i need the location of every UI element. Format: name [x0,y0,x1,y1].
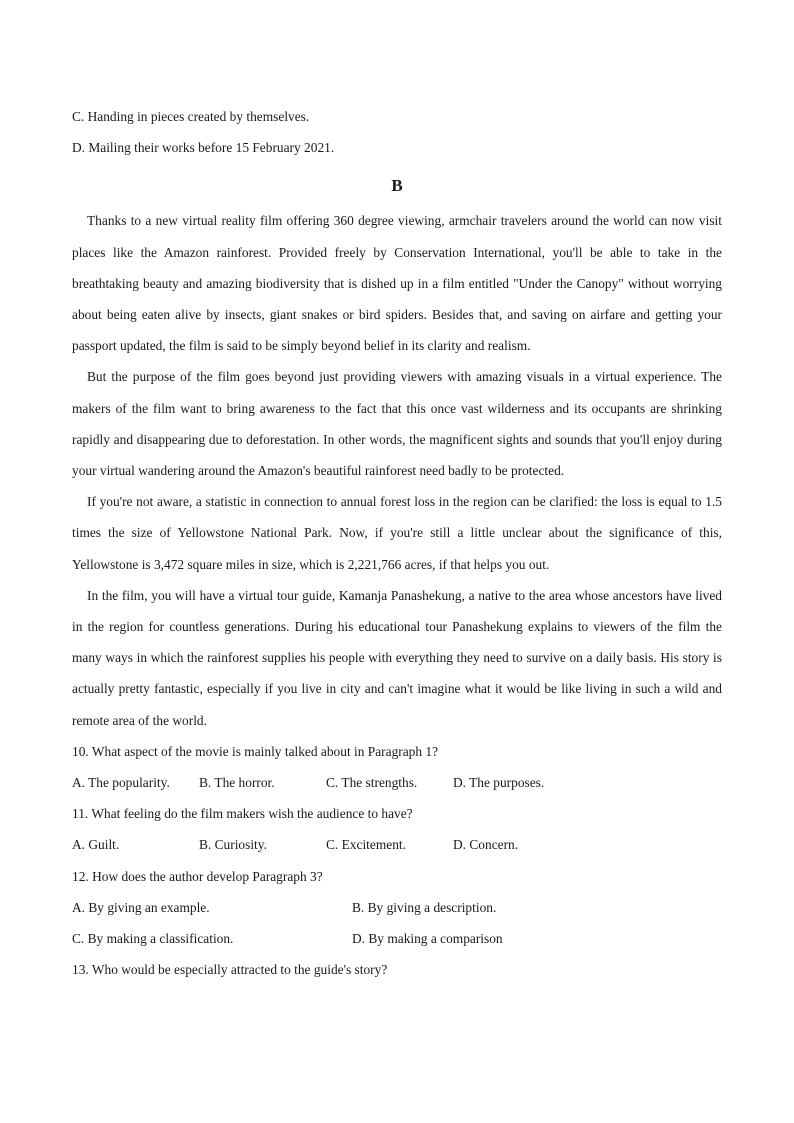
question-10-options [72,767,722,798]
option-d: D. By making a comparison [352,931,503,947]
question-text: Who would be especially attracted to the guide's story? [88,962,388,978]
question-number: 12. [72,868,89,884]
option-c: C. Excitement. [326,837,406,853]
question-11 [72,798,722,829]
question-13 [72,954,722,985]
option-a: A. Guilt. [72,837,120,853]
option-b: B. By giving a description. [352,899,497,915]
question-12 [72,861,722,892]
option-b: B. The horror. [199,775,275,791]
previous-option-d: D. Mailing their works before 15 February 2021. [72,140,335,156]
option-c: C. The strengths. [326,775,418,791]
question-12-options-row-1 [72,892,722,923]
option-b: B. Curiosity. [199,837,267,853]
document-page [72,101,722,985]
option-d: D. The purposes. [453,775,545,791]
paragraph-4: In the film, you will have a virtual tour guide, Kamanja Panashekung, a native to the area whose ancestors have lived in the region for countless generations. During his educational tour Panashekung explains to viewers of the film the many ways in which the rainforest supplies his people with everything they need to survive on a daily basis. His story is actually pretty fantastic, especially if you live in city and can't imagine what it would be like living in such a wild and remote area of the world. [72,587,722,728]
paragraph-2: But the purpose of the film goes beyond just providing viewers with amazing visuals in a virtual experience. The makers of the film want to bring awareness to the fact that this once vast wilderness and its occupants are shrinking rapidly and disappearing due to deforestation. In other words, the magnificent sights and sounds that you'll enjoy during your virtual wandering around the Amazon's beautiful rainforest need badly to be protected. [72,369,722,479]
paragraph-3: If you're not aware, a statistic in connection to annual forest loss in the region can be clarified: the loss is equal to 1.5 times the size of Yellowstone National Park. Now, if you're still a little unclear about the significance of this, Yellowstone is 3,472 square miles in size, which is 2,221,766 acres, if that helps you out. [72,494,722,572]
question-11-options [72,829,722,860]
question-number: 13. [72,962,89,978]
question-12-options-row-2 [72,923,722,954]
option-c: C. By making a classification. [72,931,234,947]
option-a: A. The popularity. [72,775,170,791]
paragraph-1: Thanks to a new virtual reality film offering 360 degree viewing, armchair travelers around the world can now visit places like the Amazon rainforest. Provided freely by Conservation International, you'll be able to take in the breathtaking beauty and amazing biodiversity that is dished up in a film entitled "Under the Canopy" without worrying about being eaten alive by insects, giant snakes or bird spiders. Besides that, and saving on airfare and getting your passport updated, the film is said to be simply beyond belief in its clarity and realism. [72,213,722,354]
question-10 [72,736,722,767]
question-text: What feeling do the film makers wish the audience to have? [88,806,413,822]
option-d: D. Concern. [453,837,519,853]
question-number: 10. [72,743,89,759]
section-title: B [391,176,403,196]
question-text: What aspect of the movie is mainly talked about in Paragraph 1? [88,743,439,759]
question-number: 11. [72,806,89,822]
option-a: A. By giving an example. [72,899,210,915]
previous-option-c: C. Handing in pieces created by themselves. [72,109,310,124]
question-text: How does the author develop Paragraph 3? [88,868,323,884]
